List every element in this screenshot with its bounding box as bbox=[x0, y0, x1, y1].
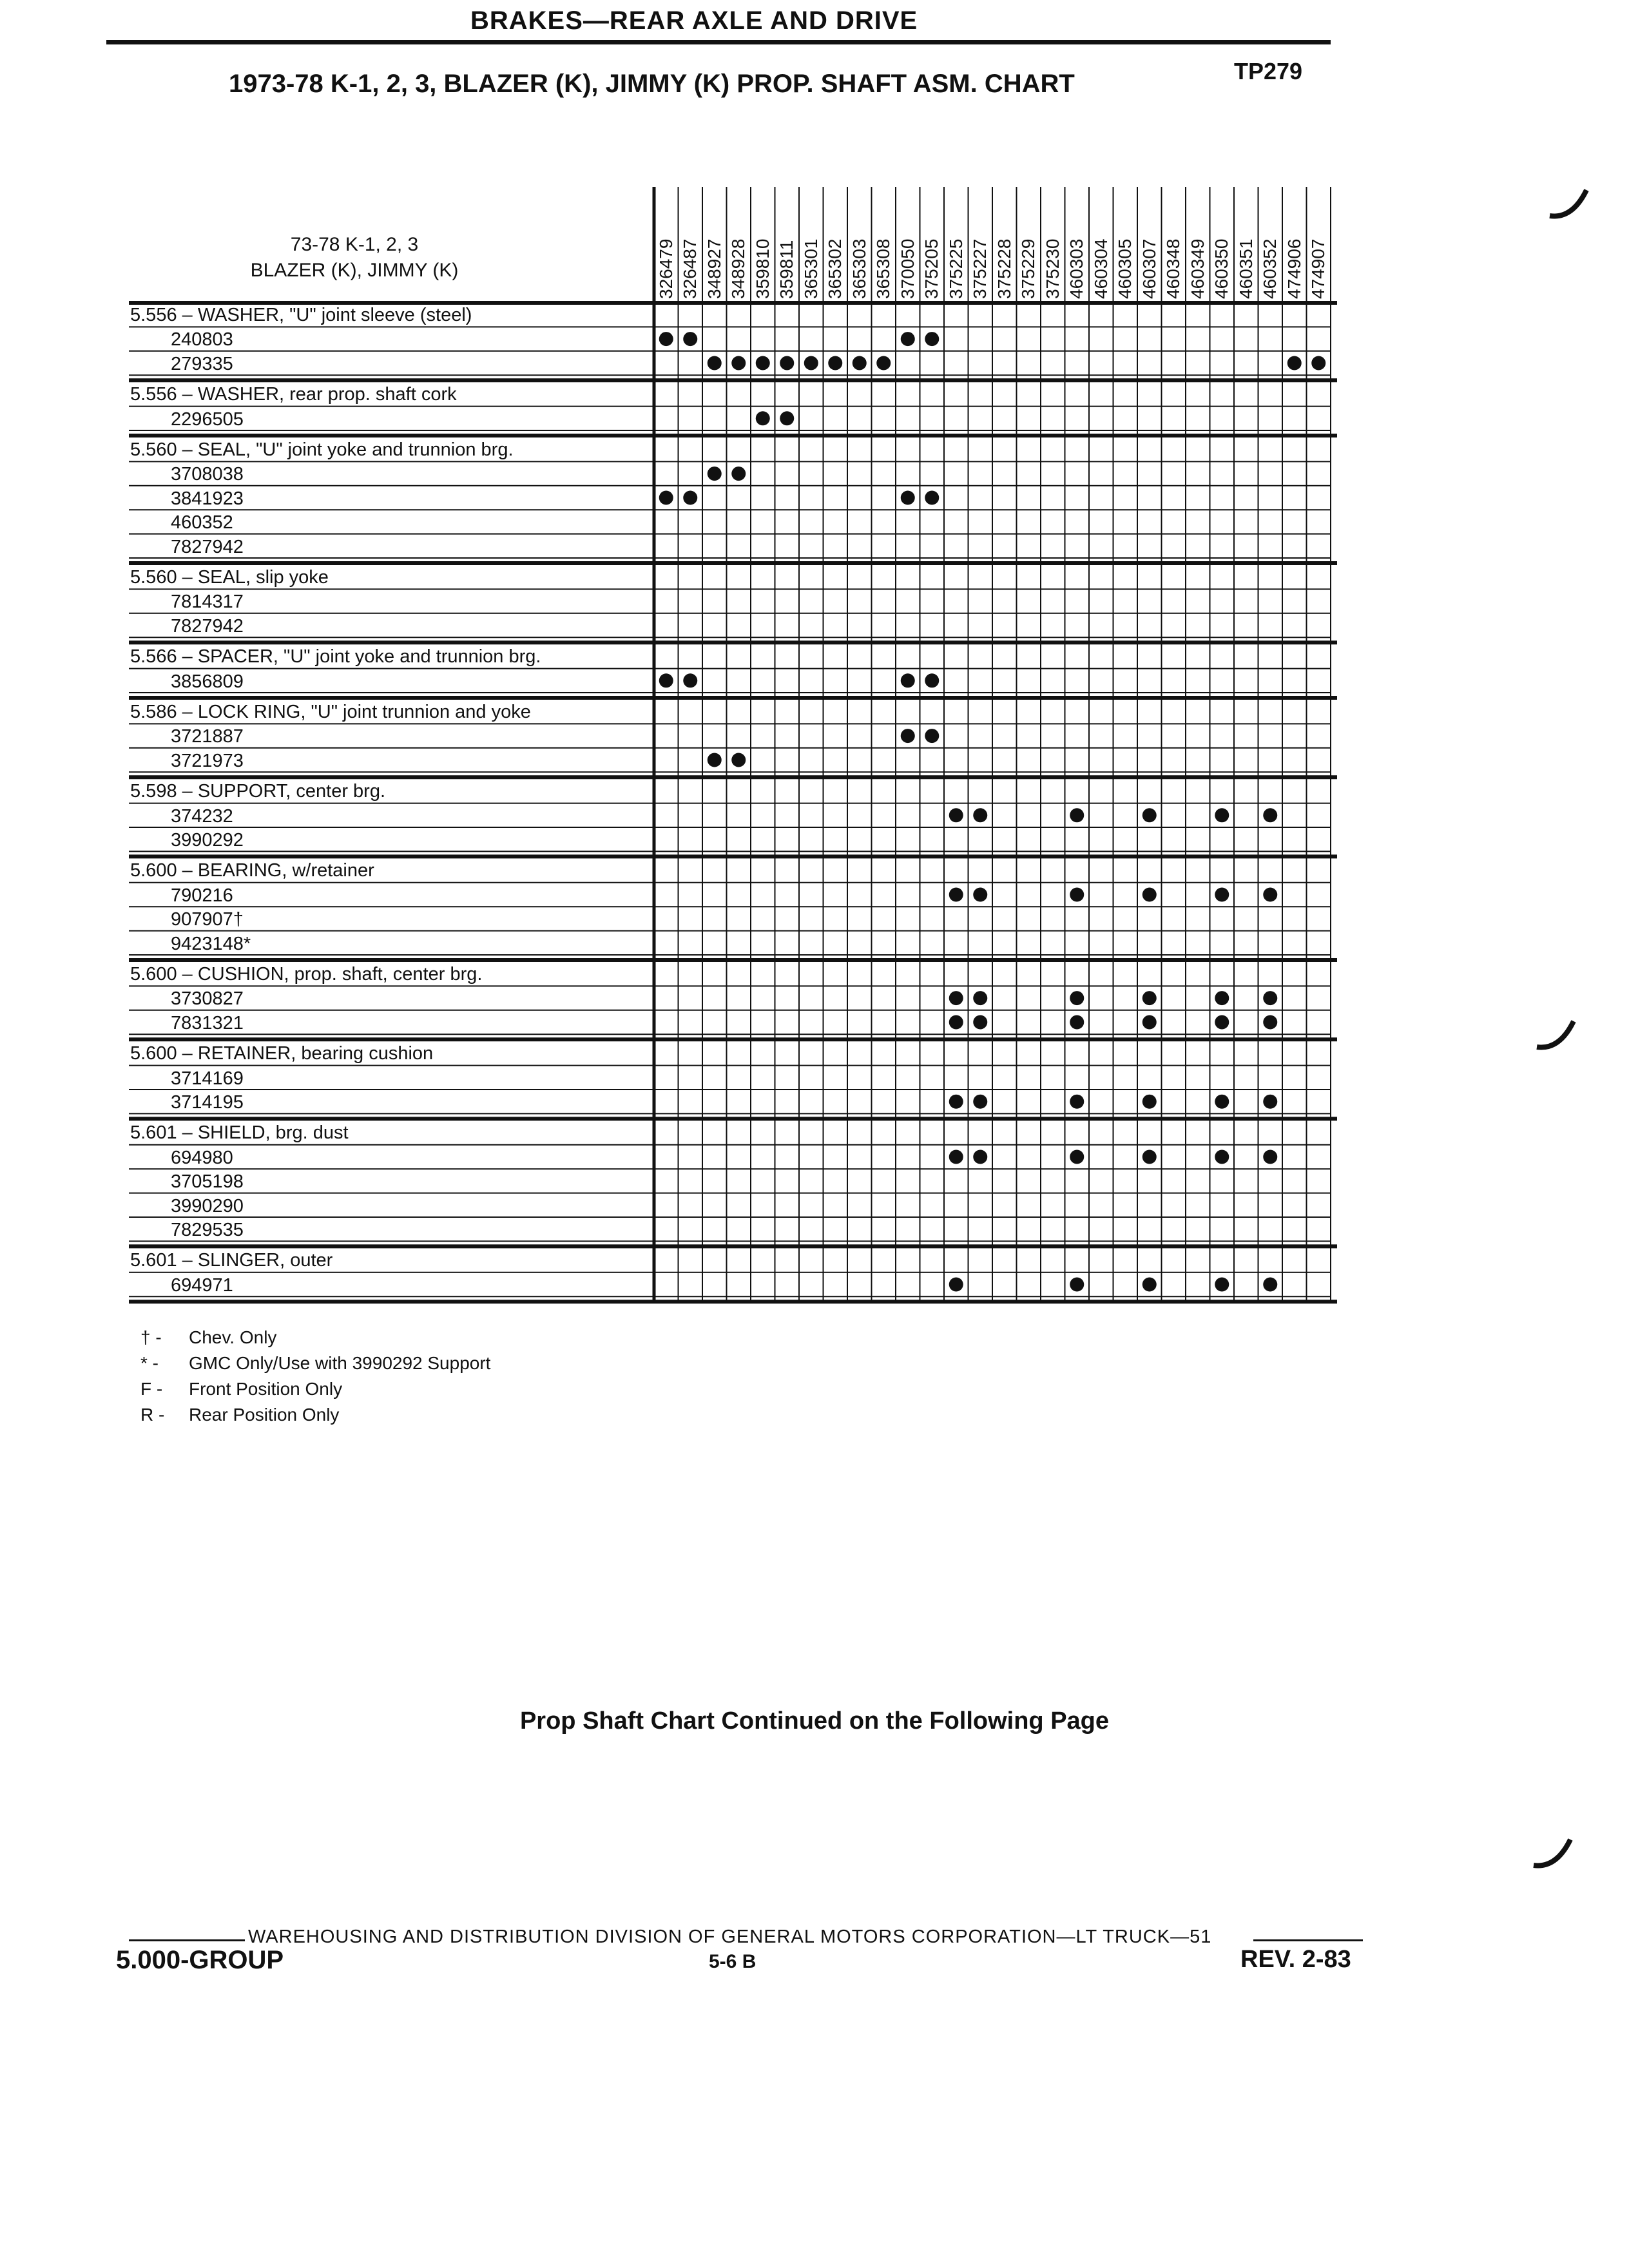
part-number: 3721973 bbox=[171, 750, 244, 771]
part-number: 7831321 bbox=[171, 1012, 244, 1033]
application-dot bbox=[780, 411, 794, 425]
section-header: 5.600 – CUSHION, prop. shaft, center brg. bbox=[130, 964, 483, 985]
column-header: 460350 bbox=[1211, 238, 1232, 299]
section-header: 5.600 – RETAINER, bearing cushion bbox=[130, 1043, 434, 1064]
part-number: 694971 bbox=[171, 1274, 233, 1296]
legend-symbol: R - bbox=[140, 1405, 165, 1425]
part-number: 3856809 bbox=[171, 671, 244, 692]
application-dot bbox=[708, 753, 722, 767]
application-dot bbox=[1070, 808, 1084, 822]
section-header: 5.598 – SUPPORT, center brg. bbox=[130, 781, 386, 802]
column-header: 460305 bbox=[1115, 238, 1135, 299]
column-header: 460348 bbox=[1163, 238, 1184, 299]
column-header: 375228 bbox=[994, 238, 1014, 299]
column-header: 348928 bbox=[728, 238, 749, 299]
application-dot bbox=[925, 332, 939, 346]
application-dot bbox=[1263, 1095, 1277, 1109]
application-dot bbox=[804, 356, 818, 370]
column-header: 375230 bbox=[1042, 238, 1063, 299]
application-dot bbox=[853, 356, 867, 370]
application-dot bbox=[925, 729, 939, 743]
application-dot bbox=[973, 808, 987, 822]
legend-text: GMC Only/Use with 3990292 Support bbox=[189, 1353, 491, 1374]
application-dot bbox=[1070, 888, 1084, 902]
application-dot bbox=[949, 1095, 963, 1109]
part-number: 460352 bbox=[171, 512, 233, 533]
section-header: 5.586 – LOCK RING, "U" joint trunnion and yoke bbox=[130, 702, 531, 722]
binder-hole-mark-3 bbox=[1530, 1830, 1576, 1875]
application-dot bbox=[1215, 1015, 1229, 1030]
column-header: 460303 bbox=[1066, 238, 1087, 299]
application-dot bbox=[659, 332, 673, 346]
part-number: 3714195 bbox=[171, 1092, 244, 1113]
application-dot bbox=[1142, 1095, 1157, 1109]
part-number: 7829535 bbox=[171, 1220, 244, 1240]
legend-entry bbox=[140, 1405, 339, 1425]
binder-hole-mark-1 bbox=[1547, 180, 1592, 226]
column-header: 370050 bbox=[897, 238, 918, 299]
part-number: 240803 bbox=[171, 329, 233, 351]
column-header: 474906 bbox=[1284, 238, 1304, 299]
application-dot bbox=[1215, 1278, 1229, 1292]
application-dot bbox=[1070, 991, 1084, 1005]
footer-division: WAREHOUSING AND DISTRIBUTION DIVISION OF GENERAL MOTORS CORPORATION—LT TRUCK—51 bbox=[248, 1927, 1212, 1947]
application-dot bbox=[1263, 808, 1277, 822]
application-dot bbox=[1142, 888, 1157, 902]
application-dot bbox=[925, 491, 939, 505]
part-number: 7827942 bbox=[171, 615, 244, 637]
application-dot bbox=[901, 332, 915, 346]
legend-entry bbox=[140, 1379, 342, 1399]
section-header: 5.560 – SEAL, "U" joint yoke and trunnion brg. bbox=[130, 439, 514, 460]
application-dot bbox=[1215, 991, 1229, 1005]
application-dot bbox=[731, 753, 746, 767]
column-header: 474907 bbox=[1308, 238, 1329, 299]
application-dot bbox=[1142, 991, 1157, 1005]
part-number: 374232 bbox=[171, 805, 233, 827]
application-dot bbox=[1263, 1015, 1277, 1030]
application-dot bbox=[1142, 1278, 1157, 1292]
application-dot bbox=[1215, 888, 1229, 902]
section-header: 5.560 – SEAL, slip yoke bbox=[130, 567, 329, 588]
legend-symbol: * - bbox=[140, 1353, 159, 1374]
application-dot bbox=[683, 332, 697, 346]
column-header: 365308 bbox=[873, 238, 894, 299]
application-dot bbox=[756, 356, 770, 370]
application-dot bbox=[731, 356, 746, 370]
column-header: 375205 bbox=[921, 238, 942, 299]
application-dot bbox=[1070, 1278, 1084, 1292]
column-header: 359810 bbox=[752, 238, 773, 299]
column-header: 365303 bbox=[849, 238, 869, 299]
part-number: 279335 bbox=[171, 353, 233, 374]
application-dot bbox=[1263, 1150, 1277, 1164]
section-title: BRAKES—REAR AXLE AND DRIVE bbox=[470, 6, 918, 35]
footer-page-number: 5-6 B bbox=[709, 1951, 757, 1972]
part-number: 907907† bbox=[171, 909, 244, 930]
application-dot bbox=[949, 808, 963, 822]
column-header: 326479 bbox=[655, 238, 676, 299]
footer-rule-left bbox=[129, 1939, 245, 1941]
application-dot bbox=[949, 1015, 963, 1030]
application-dot bbox=[731, 466, 746, 481]
application-dot bbox=[1263, 1278, 1277, 1292]
legend-text: Front Position Only bbox=[189, 1379, 343, 1399]
part-number: 7814317 bbox=[171, 591, 244, 613]
legend-entry bbox=[140, 1327, 276, 1348]
application-dot bbox=[925, 673, 939, 687]
legend-text: Rear Position Only bbox=[189, 1405, 340, 1425]
application-dot bbox=[949, 991, 963, 1005]
section-header: 5.556 – WASHER, rear prop. shaft cork bbox=[130, 384, 457, 405]
application-dot bbox=[901, 729, 915, 743]
application-dot bbox=[1215, 1095, 1229, 1109]
footer-group: 5.000-GROUP bbox=[116, 1946, 284, 1974]
application-dot bbox=[659, 491, 673, 505]
column-header: 359811 bbox=[776, 240, 797, 299]
application-line-2: BLAZER (K), JIMMY (K) bbox=[250, 260, 459, 281]
column-header: 326487 bbox=[680, 238, 700, 299]
part-number: 2296505 bbox=[171, 408, 244, 430]
application-dot bbox=[828, 356, 842, 370]
column-header: 460351 bbox=[1235, 238, 1256, 299]
application-dot bbox=[683, 491, 697, 505]
legend-entry bbox=[140, 1353, 490, 1374]
legend-symbol: † - bbox=[140, 1327, 162, 1348]
part-number: 3990292 bbox=[171, 830, 244, 850]
application-dot bbox=[876, 356, 891, 370]
section-header: 5.601 – SHIELD, brg. dust bbox=[130, 1122, 349, 1144]
application-dot bbox=[1215, 1150, 1229, 1164]
application-dot bbox=[1263, 888, 1277, 902]
column-header: 460304 bbox=[1090, 238, 1111, 299]
column-header: 460352 bbox=[1260, 238, 1280, 299]
application-dot bbox=[683, 673, 697, 687]
legend-text: Chev. Only bbox=[189, 1327, 277, 1348]
application-dot bbox=[1142, 1150, 1157, 1164]
column-header: 460349 bbox=[1187, 238, 1208, 299]
column-header: 348927 bbox=[704, 238, 724, 299]
application-dot bbox=[949, 1150, 963, 1164]
application-dot bbox=[1142, 1015, 1157, 1030]
part-number: 3990290 bbox=[171, 1195, 244, 1216]
application-dot bbox=[1311, 356, 1325, 370]
application-dot bbox=[1215, 808, 1229, 822]
part-number: 3708038 bbox=[171, 464, 244, 485]
footer-revision: REV. 2-83 bbox=[1240, 1946, 1351, 1973]
application-dot bbox=[949, 1278, 963, 1292]
application-dot bbox=[973, 1015, 987, 1030]
application-dot bbox=[973, 991, 987, 1005]
application-dot bbox=[973, 1150, 987, 1164]
application-dot bbox=[1070, 1150, 1084, 1164]
application-dot bbox=[756, 411, 770, 425]
application-dot bbox=[1070, 1015, 1084, 1030]
column-header: 365301 bbox=[800, 238, 821, 299]
continued-note: Prop Shaft Chart Continued on the Following Page bbox=[519, 1707, 1110, 1735]
column-header: 375227 bbox=[970, 238, 990, 299]
application-dot bbox=[708, 466, 722, 481]
part-number: 3841923 bbox=[171, 488, 244, 509]
binder-hole-mark-2 bbox=[1534, 1012, 1579, 1057]
part-number: 3721887 bbox=[171, 726, 244, 747]
column-header: 460307 bbox=[1139, 238, 1159, 299]
application-dot bbox=[1263, 991, 1277, 1005]
application-dot bbox=[780, 356, 794, 370]
application-dot bbox=[708, 356, 722, 370]
section-header: 5.566 – SPACER, "U" joint yoke and trunnion brg. bbox=[130, 646, 541, 668]
part-number: 3714169 bbox=[171, 1068, 244, 1089]
footer-rule-right bbox=[1253, 1939, 1363, 1941]
part-number: 3705198 bbox=[171, 1171, 244, 1193]
section-header: 5.601 – SLINGER, outer bbox=[130, 1250, 333, 1271]
application-dot bbox=[901, 491, 915, 505]
application-dot bbox=[659, 673, 673, 687]
application-dot bbox=[973, 888, 987, 902]
application-dot bbox=[973, 1095, 987, 1109]
part-number: 7827942 bbox=[171, 536, 244, 557]
application-dot bbox=[1070, 1095, 1084, 1109]
part-number: 3730827 bbox=[171, 988, 244, 1010]
column-header: 365302 bbox=[825, 238, 845, 299]
chart-code: TP279 bbox=[1234, 58, 1303, 84]
chart-title: 1973-78 K-1, 2, 3, BLAZER (K), JIMMY (K) PROP. SHAFT ASM. CHART bbox=[229, 70, 1075, 98]
application-line-1: 73-78 K-1, 2, 3 bbox=[290, 234, 419, 255]
application-dot bbox=[1287, 356, 1302, 370]
column-header: 375225 bbox=[945, 238, 966, 299]
application-dot bbox=[1142, 808, 1157, 822]
part-number: 790216 bbox=[171, 885, 233, 906]
legend-symbol: F - bbox=[140, 1379, 163, 1399]
section-header: 5.556 – WASHER, "U" joint sleeve (steel) bbox=[130, 305, 472, 325]
application-dot bbox=[901, 673, 915, 687]
column-header: 375229 bbox=[1018, 238, 1039, 299]
section-header: 5.600 – BEARING, w/retainer bbox=[130, 860, 374, 881]
application-dot bbox=[949, 888, 963, 902]
part-number: 9423148* bbox=[171, 933, 251, 954]
part-number: 694980 bbox=[171, 1147, 233, 1168]
